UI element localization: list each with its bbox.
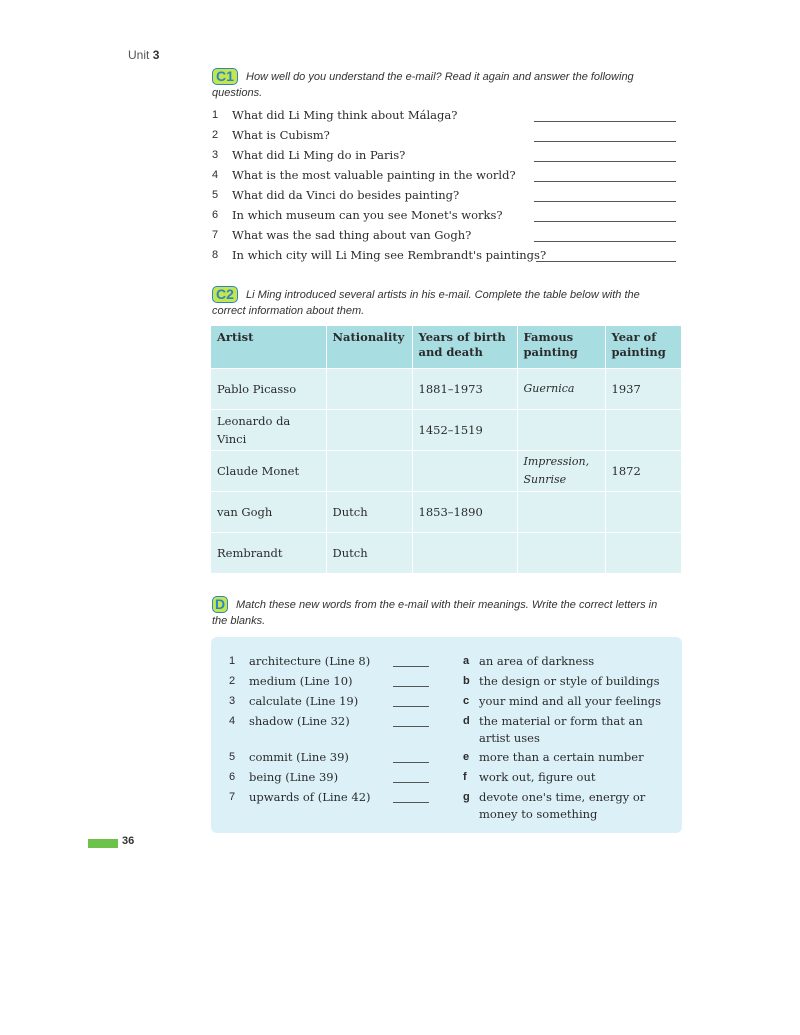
- c1-instruction-text: How well do you understand the e-mail? Read it again and answer the following questions.: [212, 71, 634, 99]
- word-number: 1: [229, 655, 236, 667]
- question-row: [212, 106, 676, 126]
- unit-number: 3: [152, 48, 160, 62]
- table-row: [211, 492, 681, 533]
- meaning-text: an area of darkness: [479, 654, 595, 668]
- artist-cell: Pablo Picasso: [211, 369, 326, 410]
- nationality-cell[interactable]: [326, 410, 412, 451]
- painting-cell: Guernica: [517, 369, 605, 410]
- nationality-cell: Dutch: [326, 533, 412, 574]
- answer-blank[interactable]: [393, 686, 429, 687]
- answer-blank[interactable]: [393, 782, 429, 783]
- meaning-text: work out, figure out: [479, 770, 596, 784]
- artist-cell: Rembrandt: [211, 533, 326, 574]
- answer-blank[interactable]: [393, 762, 429, 763]
- table-header-row: [211, 326, 681, 369]
- meaning-text: the design or style of buildings: [479, 674, 660, 688]
- artist-cell: Leonardo da Vinci: [211, 410, 326, 451]
- table-row: [211, 410, 681, 451]
- years-cell[interactable]: [412, 451, 517, 492]
- meaning-letter: e: [463, 751, 470, 763]
- d-instruction-text: Match these new words from the e-mail with their meanings. Write the correct letters in the blanks.: [212, 599, 658, 627]
- table-row: [211, 451, 681, 492]
- matching-box: [211, 637, 682, 833]
- answer-blank[interactable]: [393, 802, 429, 803]
- c1-instruction: [212, 68, 652, 101]
- meaning-text: the material or form that an artist uses: [479, 714, 643, 745]
- meaning-text: your mind and all your feelings: [479, 694, 662, 708]
- answer-line[interactable]: [534, 181, 676, 182]
- word-text: architecture (Line 8): [249, 654, 371, 668]
- painting-cell[interactable]: [517, 410, 605, 451]
- question-text: What did Li Ming think about Málaga?: [232, 108, 458, 122]
- word-number: 6: [229, 771, 236, 783]
- artist-cell: Claude Monet: [211, 451, 326, 492]
- answer-line[interactable]: [534, 121, 676, 122]
- word-number: 3: [229, 695, 236, 707]
- years-cell: 1853–1890: [412, 492, 517, 533]
- answer-line[interactable]: [534, 201, 676, 202]
- answer-blank[interactable]: [393, 726, 429, 727]
- unit-heading: [128, 48, 159, 62]
- question-number: 1: [212, 109, 219, 121]
- answer-line[interactable]: [534, 241, 676, 242]
- header-artist: Artist: [211, 326, 326, 369]
- word-text: shadow (Line 32): [249, 714, 350, 728]
- c1-badge: C1: [212, 68, 238, 85]
- years-cell[interactable]: [412, 533, 517, 574]
- word-text: commit (Line 39): [249, 750, 349, 764]
- word-text: medium (Line 10): [249, 674, 353, 688]
- meaning-letter: a: [463, 655, 470, 667]
- meaning-letter: b: [463, 675, 470, 687]
- question-number: 3: [212, 149, 219, 161]
- question-row: [212, 166, 676, 186]
- artist-cell: van Gogh: [211, 492, 326, 533]
- artist-table: [211, 326, 681, 573]
- question-number: 4: [212, 169, 219, 181]
- word-number: 7: [229, 791, 236, 803]
- question-number: 8: [212, 249, 219, 261]
- nationality-cell[interactable]: [326, 369, 412, 410]
- c1-question-list: [212, 106, 676, 266]
- word-text: upwards of (Line 42): [249, 790, 371, 804]
- word-number: 5: [229, 751, 236, 763]
- page-number-bar: [88, 839, 118, 848]
- meaning-letter: g: [463, 791, 470, 803]
- table-row: [211, 533, 681, 574]
- question-text: What is the most valuable painting in the world?: [232, 168, 516, 182]
- answer-line[interactable]: [536, 261, 676, 262]
- meaning-text: more than a certain number: [479, 750, 644, 764]
- header-year-of-painting: Year of painting: [605, 326, 681, 369]
- painting-year-cell[interactable]: [605, 492, 681, 533]
- years-cell: 1881–1973: [412, 369, 517, 410]
- painting-year-cell: 1872: [605, 451, 681, 492]
- nationality-cell: Dutch: [326, 492, 412, 533]
- painting-year-cell[interactable]: [605, 410, 681, 451]
- question-text: In which museum can you see Monet's works?: [232, 208, 503, 222]
- meaning-text: devote one's time, energy or money to something: [479, 790, 646, 821]
- word-text: being (Line 39): [249, 770, 339, 784]
- question-number: 6: [212, 209, 219, 221]
- painting-year-cell: 1937: [605, 369, 681, 410]
- header-years: Years of birth and death: [412, 326, 517, 369]
- question-text: What did Li Ming do in Paris?: [232, 148, 406, 162]
- header-famous-painting: Famous painting: [517, 326, 605, 369]
- word-number: 2: [229, 675, 236, 687]
- answer-line[interactable]: [534, 221, 676, 222]
- painting-cell: Impression, Sunrise: [517, 451, 605, 492]
- unit-label: Unit: [128, 48, 150, 62]
- header-nationality: Nationality: [326, 326, 412, 369]
- d-badge: D: [212, 596, 228, 613]
- question-row: [212, 126, 676, 146]
- answer-line[interactable]: [534, 161, 676, 162]
- meaning-letter: d: [463, 715, 470, 727]
- years-cell: 1452–1519: [412, 410, 517, 451]
- question-number: 7: [212, 229, 219, 241]
- page-number: 36: [122, 835, 135, 847]
- meaning-letter: f: [463, 771, 467, 783]
- table-row: [211, 369, 681, 410]
- answer-blank[interactable]: [393, 666, 429, 667]
- question-text: What is Cubism?: [232, 128, 330, 142]
- meaning-letter: c: [463, 695, 470, 707]
- question-text: What did da Vinci do besides painting?: [232, 188, 460, 202]
- painting-cell[interactable]: [517, 492, 605, 533]
- word-number: 4: [229, 715, 236, 727]
- painting-cell[interactable]: [517, 533, 605, 574]
- question-text: What was the sad thing about van Gogh?: [232, 228, 472, 242]
- nationality-cell[interactable]: [326, 451, 412, 492]
- c2-instruction: [212, 286, 662, 319]
- painting-year-cell[interactable]: [605, 533, 681, 574]
- question-number: 5: [212, 189, 219, 201]
- word-text: calculate (Line 19): [249, 694, 359, 708]
- c2-instruction-text: Li Ming introduced several artists in his e-mail. Complete the table below with the correct information about them.: [212, 289, 640, 317]
- answer-blank[interactable]: [393, 706, 429, 707]
- c2-badge: C2: [212, 286, 238, 303]
- d-instruction: [212, 596, 662, 629]
- question-row: [212, 146, 676, 166]
- question-row: [212, 246, 676, 266]
- question-text: In which city will Li Ming see Rembrandt's paintings?: [232, 248, 547, 262]
- question-row: [212, 186, 676, 206]
- question-number: 2: [212, 129, 219, 141]
- question-row: [212, 206, 676, 226]
- question-row: [212, 226, 676, 246]
- answer-line[interactable]: [534, 141, 676, 142]
